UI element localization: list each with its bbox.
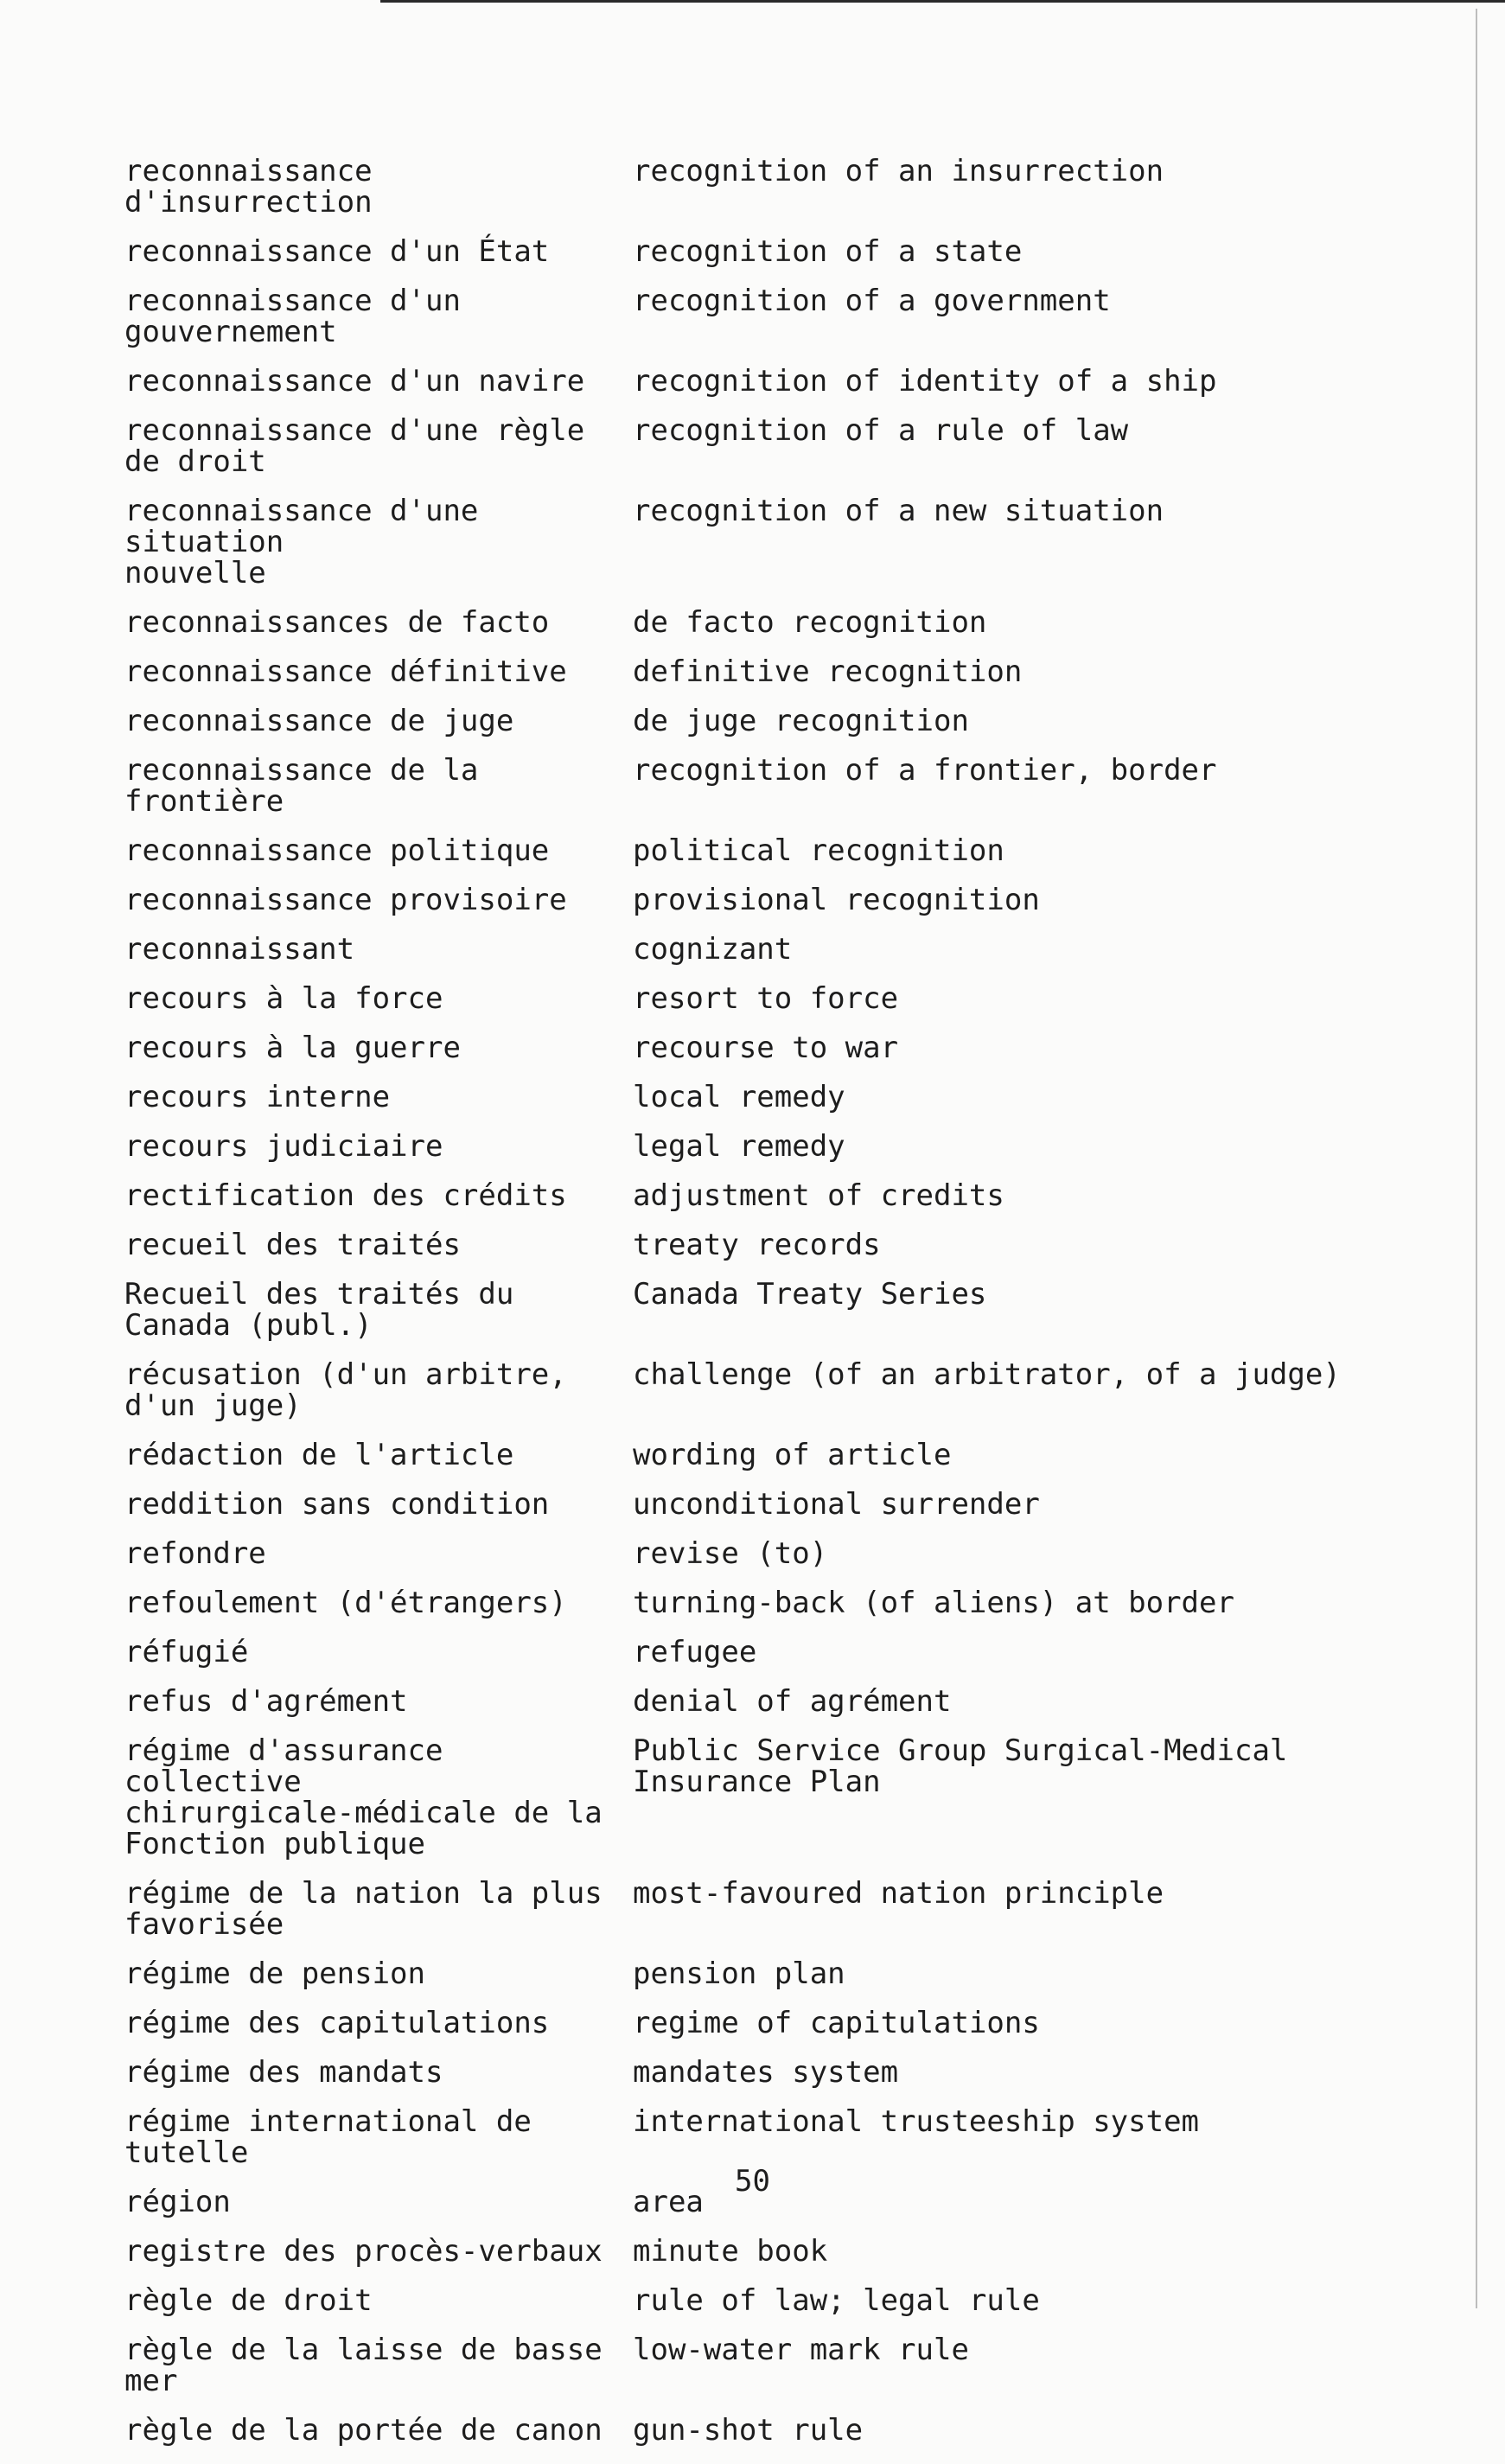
french-term: refondre <box>124 1536 266 1571</box>
english-term: recognition of a government <box>633 284 1111 318</box>
glossary-entry <box>0 884 1505 916</box>
glossary-entry <box>0 366 1505 397</box>
french-term: rectification des crédits <box>124 1178 567 1213</box>
french-term: reconnaissances de facto <box>124 605 550 640</box>
glossary-entry <box>0 1082 1505 1113</box>
french-term: reconnaissance définitive <box>124 654 567 689</box>
french-term: reconnaissance d'insurrection <box>124 154 373 220</box>
glossary-entry <box>0 835 1505 866</box>
french-term: reconnaissance d'une situation nouvelle <box>124 494 479 590</box>
french-term: registre des procès-verbaux <box>124 2234 603 2269</box>
english-term: recourse to war <box>633 1031 899 1065</box>
french-term: refoulement (d'étrangers) <box>124 1586 567 1620</box>
french-term: reconnaissant <box>124 932 355 967</box>
english-term: refugee <box>633 1635 757 1669</box>
glossary-entry <box>0 983 1505 1014</box>
english-term: international trusteeship system <box>633 2104 1200 2139</box>
english-term: legal remedy <box>633 1129 845 1164</box>
glossary-entry <box>0 2334 1505 2397</box>
english-term: mandates system <box>633 2055 899 2090</box>
english-term: adjustment of credits <box>633 1178 1004 1213</box>
glossary-entry <box>0 705 1505 737</box>
english-term: unconditional surrender <box>633 1487 1040 1522</box>
french-term: recours judiciaire <box>124 1129 443 1164</box>
glossary-entry <box>0 1958 1505 1989</box>
glossary-entry <box>0 285 1505 348</box>
glossary-entry <box>0 156 1505 218</box>
french-term: reconnaissance d'un État <box>124 234 550 269</box>
english-term: recognition of an insurrection <box>633 154 1164 188</box>
glossary-list <box>0 156 1505 2464</box>
english-term: definitive recognition <box>633 654 1023 689</box>
glossary-entry <box>0 1131 1505 1162</box>
french-term: régime international de tutelle <box>124 2104 532 2170</box>
french-term: régime des mandats <box>124 2055 443 2090</box>
english-term: de facto recognition <box>633 605 987 640</box>
glossary-entry <box>0 236 1505 267</box>
glossary-entry <box>0 1279 1505 1341</box>
french-term: régime d'assurance collective chirurgicale-médicale de la Fonction publique <box>124 1733 603 1861</box>
english-term: rule of law; legal rule <box>633 2283 1040 2318</box>
french-term: règle de la laisse de basse mer <box>124 2333 603 2398</box>
french-term: recours à la guerre <box>124 1031 461 1065</box>
english-term: cognizant <box>633 932 793 967</box>
english-term: recognition of a state <box>633 234 1023 269</box>
french-term: reconnaissance d'un gouvernement <box>124 284 461 349</box>
french-term: refus d'agrément <box>124 1684 408 1719</box>
glossary-entry <box>0 2008 1505 2039</box>
glossary-entry <box>0 1439 1505 1471</box>
english-term: challenge (of an arbitrator, of a judge) <box>633 1357 1341 1392</box>
page-number: 50 <box>735 2164 770 2199</box>
english-term: local remedy <box>633 1080 845 1114</box>
english-term: most-favoured nation principle <box>633 1876 1164 1911</box>
english-term: political recognition <box>633 833 1004 868</box>
glossary-entry <box>0 1587 1505 1618</box>
french-term: reconnaissance d'un navire <box>124 364 585 399</box>
glossary-entry <box>0 755 1505 817</box>
glossary-entry <box>0 1878 1505 1940</box>
french-term: récusation (d'un arbitre, d'un juge) <box>124 1357 567 1423</box>
english-term: recognition of a frontier, border <box>633 753 1217 788</box>
french-term: rédaction de l'article <box>124 1438 514 1472</box>
glossary-entry <box>0 1032 1505 1063</box>
glossary-entry <box>0 1735 1505 1860</box>
french-term: reconnaissance politique <box>124 833 550 868</box>
english-term: minute book <box>633 2234 828 2269</box>
french-term: régime de pension <box>124 1957 425 1991</box>
french-term: régime de la nation la plus favorisée <box>124 1876 603 1942</box>
french-term: règle de droit <box>124 2283 373 2318</box>
english-term: Canada Treaty Series <box>633 1277 987 1312</box>
glossary-entry <box>0 656 1505 687</box>
french-term: reconnaissance d'une règle de droit <box>124 413 585 479</box>
english-term: Public Service Group Surgical-Medical Insurance Plan <box>633 1733 1288 1799</box>
glossary-entry <box>0 934 1505 965</box>
glossary-entry <box>0 1359 1505 1421</box>
english-term: recognition of identity of a ship <box>633 364 1217 399</box>
top-edge-rule <box>380 0 1505 3</box>
glossary-entry <box>0 1538 1505 1569</box>
glossary-entry <box>0 2106 1505 2168</box>
english-term: revise (to) <box>633 1536 828 1571</box>
french-term: réfugié <box>124 1635 249 1669</box>
french-term: reconnaissance de juge <box>124 704 514 738</box>
french-term: recours à la force <box>124 981 443 1016</box>
glossary-entry <box>0 607 1505 638</box>
french-term: régime des capitulations <box>124 2006 550 2040</box>
english-term: resort to force <box>633 981 899 1016</box>
english-term: gun-shot rule <box>633 2413 864 2448</box>
glossary-entry <box>0 2415 1505 2446</box>
english-term: treaty records <box>633 1228 881 1262</box>
french-term: reconnaissance provisoire <box>124 883 567 917</box>
english-term: wording of article <box>633 1438 952 1472</box>
english-term: area <box>633 2185 704 2219</box>
english-term: pension plan <box>633 1957 845 1991</box>
glossary-entry <box>0 1637 1505 1668</box>
french-term: recueil des traités <box>124 1228 461 1262</box>
english-term: recognition of a rule of law <box>633 413 1129 448</box>
glossary-entry <box>0 2236 1505 2267</box>
english-term: regime of capitulations <box>633 2006 1040 2040</box>
french-term: règle de la portée de canon <box>124 2413 603 2448</box>
english-term: low-water mark rule <box>633 2333 969 2367</box>
glossary-entry <box>0 1489 1505 1520</box>
french-term: reconnaissance de la frontière <box>124 753 479 819</box>
english-term: provisional recognition <box>633 883 1040 917</box>
glossary-entry <box>0 415 1505 477</box>
glossary-entry <box>0 1686 1505 1717</box>
glossary-entry <box>0 495 1505 589</box>
glossary-entry <box>0 1180 1505 1211</box>
french-term: Recueil des traités du Canada (publ.) <box>124 1277 514 1343</box>
glossary-entry <box>0 1229 1505 1261</box>
french-term: région <box>124 2185 231 2219</box>
english-term: turning-back (of aliens) at border <box>633 1586 1234 1620</box>
french-term: reddition sans condition <box>124 1487 550 1522</box>
glossary-entry <box>0 2285 1505 2316</box>
english-term: recognition of a new situation <box>633 494 1164 528</box>
french-term: recours interne <box>124 1080 391 1114</box>
english-term: de juge recognition <box>633 704 969 738</box>
glossary-entry <box>0 2057 1505 2088</box>
english-term: denial of agrément <box>633 1684 952 1719</box>
